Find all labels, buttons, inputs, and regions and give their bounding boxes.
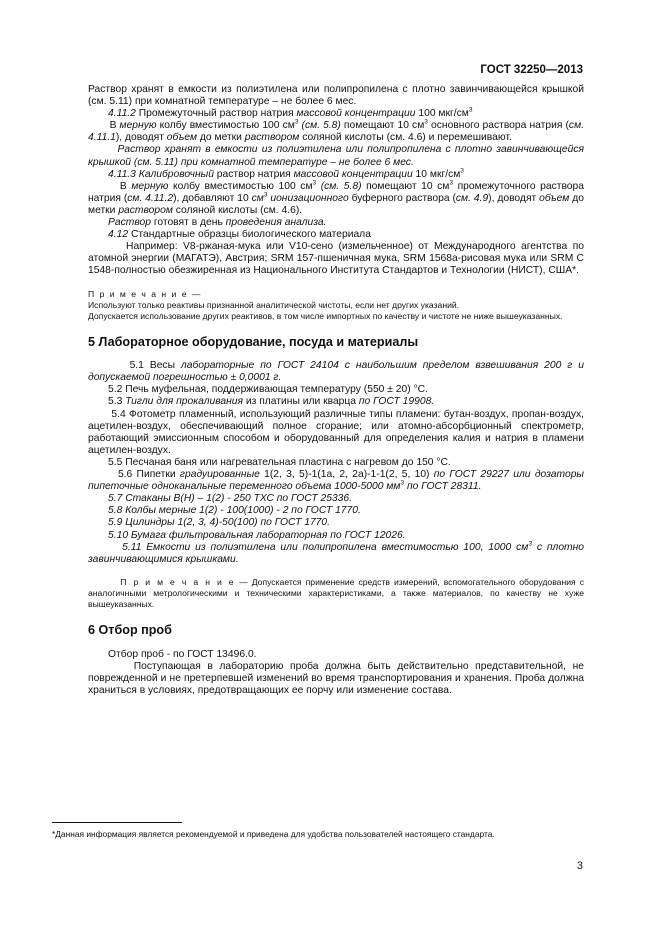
text: 5.8 Колбы мерные 1(2) - 100(1000) - 2 по ГОСТ 1770. — [108, 505, 361, 517]
text: проведения анализа. — [225, 217, 327, 229]
note-text: Допускается использование других реактивов, в том числе импортных по качеству и чистоте не ниже вышеуказанных. — [88, 310, 563, 321]
text: объем — [166, 132, 198, 144]
text: Калибровочный — [135, 168, 214, 180]
text: 5.4 Фотометр пламенный, использующий различные типы пламени: бутан-воздух, пропан-воздух, ацетилен-воздух, обеспечивающий полное сгорание; или атомно-абсорбционный спектрометр, работающий эмиссионным способом и оборудованный для определения калия и натрия в пламени ацетилен-воздух. — [88, 408, 584, 456]
text: мерную — [119, 120, 157, 132]
list-item — [88, 409, 584, 457]
text: , поддерживающая температуру (550 ± 20) °С. — [206, 384, 428, 396]
text: 5.9 Цилиндры 1(2, 3, 4)-50(100) по ГОСТ 1770. — [108, 517, 330, 529]
text: раствором — [118, 204, 173, 216]
paragraph — [88, 181, 584, 217]
text: по ГОСТ 19908. — [358, 396, 435, 408]
text: до метки — [197, 132, 245, 144]
text: 5.10 Бумага фильтровальная лабораторная по ГОСТ 12026. — [108, 529, 406, 541]
text: раствор натрия — [213, 168, 294, 180]
paragraph — [88, 84, 584, 108]
text: до метки — [88, 192, 584, 216]
text: Стандартные образцы биологического материала — [128, 229, 371, 241]
text: ), добавляют 10 — [173, 192, 252, 204]
text: 5.5 Песчаная баня или нагревательная пластина с нагревом до 150 °С. — [108, 456, 451, 468]
text: Поступающая в лабораторию проба должна быть действительно представительной, не поврежденной и не претерпевшей изменений во время транспортирования и хранения. Проба должна храниться в условиях, предотвращающих ее порчу или изменение состава. — [88, 660, 584, 696]
text: 5.3 — [108, 396, 126, 408]
text: колбу вместимостью 100 см — [168, 180, 313, 192]
text: готовят в день — [150, 217, 226, 229]
clause-number: 4.11.2 — [108, 108, 136, 120]
paragraph — [88, 144, 584, 168]
document-body — [88, 84, 584, 697]
note-text: — Допускается применение средств измерений, вспомогательного оборудования с аналогичными метрологическими и техническими характеристиками, а также материалов, по качеству не хуже вышеуказанных. — [88, 576, 584, 610]
text: соляной кислоты (см. 4.6) и перемешивают. — [299, 132, 512, 144]
page-number: 3 — [576, 860, 583, 872]
note-block — [88, 289, 584, 323]
list-item — [88, 384, 584, 396]
text: Раствор хранят в емкости из полиэтилена или полипропилена с плотно завинчивающейся крышкой (см. 5.11) при комнатной температуре – не более 6 мес. — [88, 144, 584, 168]
list-item — [88, 469, 584, 493]
list-item — [88, 505, 584, 517]
note-text: Используют только реактивы признанной аналитической чистоты, если нет других указаний. — [88, 299, 460, 310]
text: 5.6 Пипетки — [117, 469, 180, 481]
text: с плотно завинчивающимися крышками. — [88, 541, 585, 565]
text: 100 мкг/см — [415, 108, 469, 120]
text: В — [109, 120, 120, 132]
text: ), доводят — [488, 192, 540, 204]
text: 10 мкг/см — [412, 168, 461, 180]
superscript: 3 — [468, 106, 473, 114]
text: 1(2, 3, 5)-1(1а, 2, 2а)-1-1(2, 5, 10) — [259, 469, 434, 481]
superscript: 3 — [460, 167, 464, 175]
text: Раствор — [108, 217, 151, 229]
text: по ГОСТ 29227 или дозаторы пипеточные одноканальные переменного объема 1000-5000 мм — [88, 469, 585, 493]
paragraph — [88, 241, 584, 277]
text: раствором — [244, 132, 300, 144]
text: лабораторные по ГОСТ 24104 с наибольшим пределом взвешивания 200 г и допускаемой погрешностью ± 0,0001 г. — [88, 360, 584, 384]
text: Промежуточный раствор натрия — [135, 108, 297, 120]
paragraph — [88, 661, 584, 697]
paragraph — [88, 217, 584, 229]
paragraph — [88, 229, 584, 241]
text: Тигли для прокаливания — [125, 396, 244, 408]
list-item — [88, 542, 584, 566]
text: см. 4.9 — [455, 192, 489, 204]
text: по ГОСТ 28311. — [404, 481, 482, 493]
note-label: П р и м е ч а н и е — [120, 576, 236, 587]
text: соляной кислоты (см. 4.6). — [172, 204, 303, 216]
text: 5.1 Весы — [129, 360, 181, 372]
note-block — [88, 577, 584, 611]
list-item — [88, 517, 584, 529]
list-item — [88, 360, 584, 384]
superscript: 3 — [449, 179, 454, 187]
list-item — [88, 457, 584, 469]
text: объем — [539, 192, 570, 204]
text: В — [119, 180, 132, 192]
text: ), доводят — [115, 132, 167, 144]
paragraph — [88, 108, 584, 120]
paragraph — [88, 649, 584, 661]
text: буферного раствора ( — [348, 192, 456, 204]
text: Отбор проб - по ГОСТ 13496.0. — [108, 648, 257, 660]
text: см. 4.11.2 — [127, 192, 174, 204]
superscript: 3 — [312, 179, 317, 187]
list-item — [88, 530, 584, 542]
paragraph — [88, 169, 584, 181]
superscript: 3 — [400, 479, 405, 487]
superscript: 3 — [263, 191, 268, 199]
superscript: 3 — [424, 118, 428, 126]
text: 5.11 Емкости из полиэтилена или полипропилена вместимостью 100, 1000 см — [122, 541, 529, 553]
clause-number: 4.12 — [108, 229, 129, 241]
text: помещают 10 см — [340, 120, 425, 132]
list-item — [88, 396, 584, 408]
section-heading: 6 Отбор проб — [88, 623, 172, 638]
text: см. 4.11.1 — [88, 120, 584, 144]
text: массовой концентрации — [293, 168, 413, 180]
text: промежуточного раствора натрия ( — [88, 180, 584, 204]
text: основного раствора натрия ( — [427, 120, 569, 132]
text: Раствор хранят в емкости из полиэтилена или полипропилена с плотно завинчивающейся крышкой (см. 5.11) при комнатной температуре – не более 6 мес. — [88, 84, 584, 108]
section-heading: 5 Лабораторное оборудование, посуда и материалы — [88, 335, 419, 350]
footnote-divider — [52, 822, 182, 823]
text: массовой концентрации — [296, 108, 416, 120]
text: градуированные — [179, 469, 260, 481]
superscript: 3 — [294, 118, 299, 126]
document-header: ГОСТ 32250—2013 — [480, 64, 583, 76]
list-item — [88, 493, 584, 505]
clause-number: 4.11.3 — [108, 168, 136, 180]
text: (см. 5.8) — [298, 120, 341, 132]
text: мерную — [131, 180, 169, 192]
text: колбу вместимостью 100 см — [156, 120, 295, 132]
footnote: *Данная информация является рекомендуемой и приведена для удобства пользователей настоящего стандарта. — [52, 829, 495, 839]
text: помещают 10 см — [361, 180, 450, 192]
text: из платины или кварца — [243, 396, 359, 408]
text: 5.7 Стаканы В(Н) – 1(2) - 250 ТХС по ГОСТ 25336. — [108, 493, 352, 505]
paragraph — [88, 120, 584, 144]
text: см — [251, 192, 264, 204]
text: Например: V8-ржаная-мука или V10-сено (измельченное) от Международного агентства по атомной энергии (МАГАТЭ), Австрия; SRM 157-пшеничная мука, SRM 1568а-рисовая мука или SRM С 1548-полностью обезжиренная из Национального Института Стандартов и Технологии (НИСТ), США*. — [88, 241, 584, 277]
note-label: П р и м е ч а н и е — — [88, 288, 202, 299]
text: ионизационного — [267, 192, 349, 204]
superscript: 3 — [528, 540, 532, 548]
text: 5.2 Печь муфельная — [108, 384, 207, 396]
text: (см. 5.8) — [316, 180, 362, 192]
